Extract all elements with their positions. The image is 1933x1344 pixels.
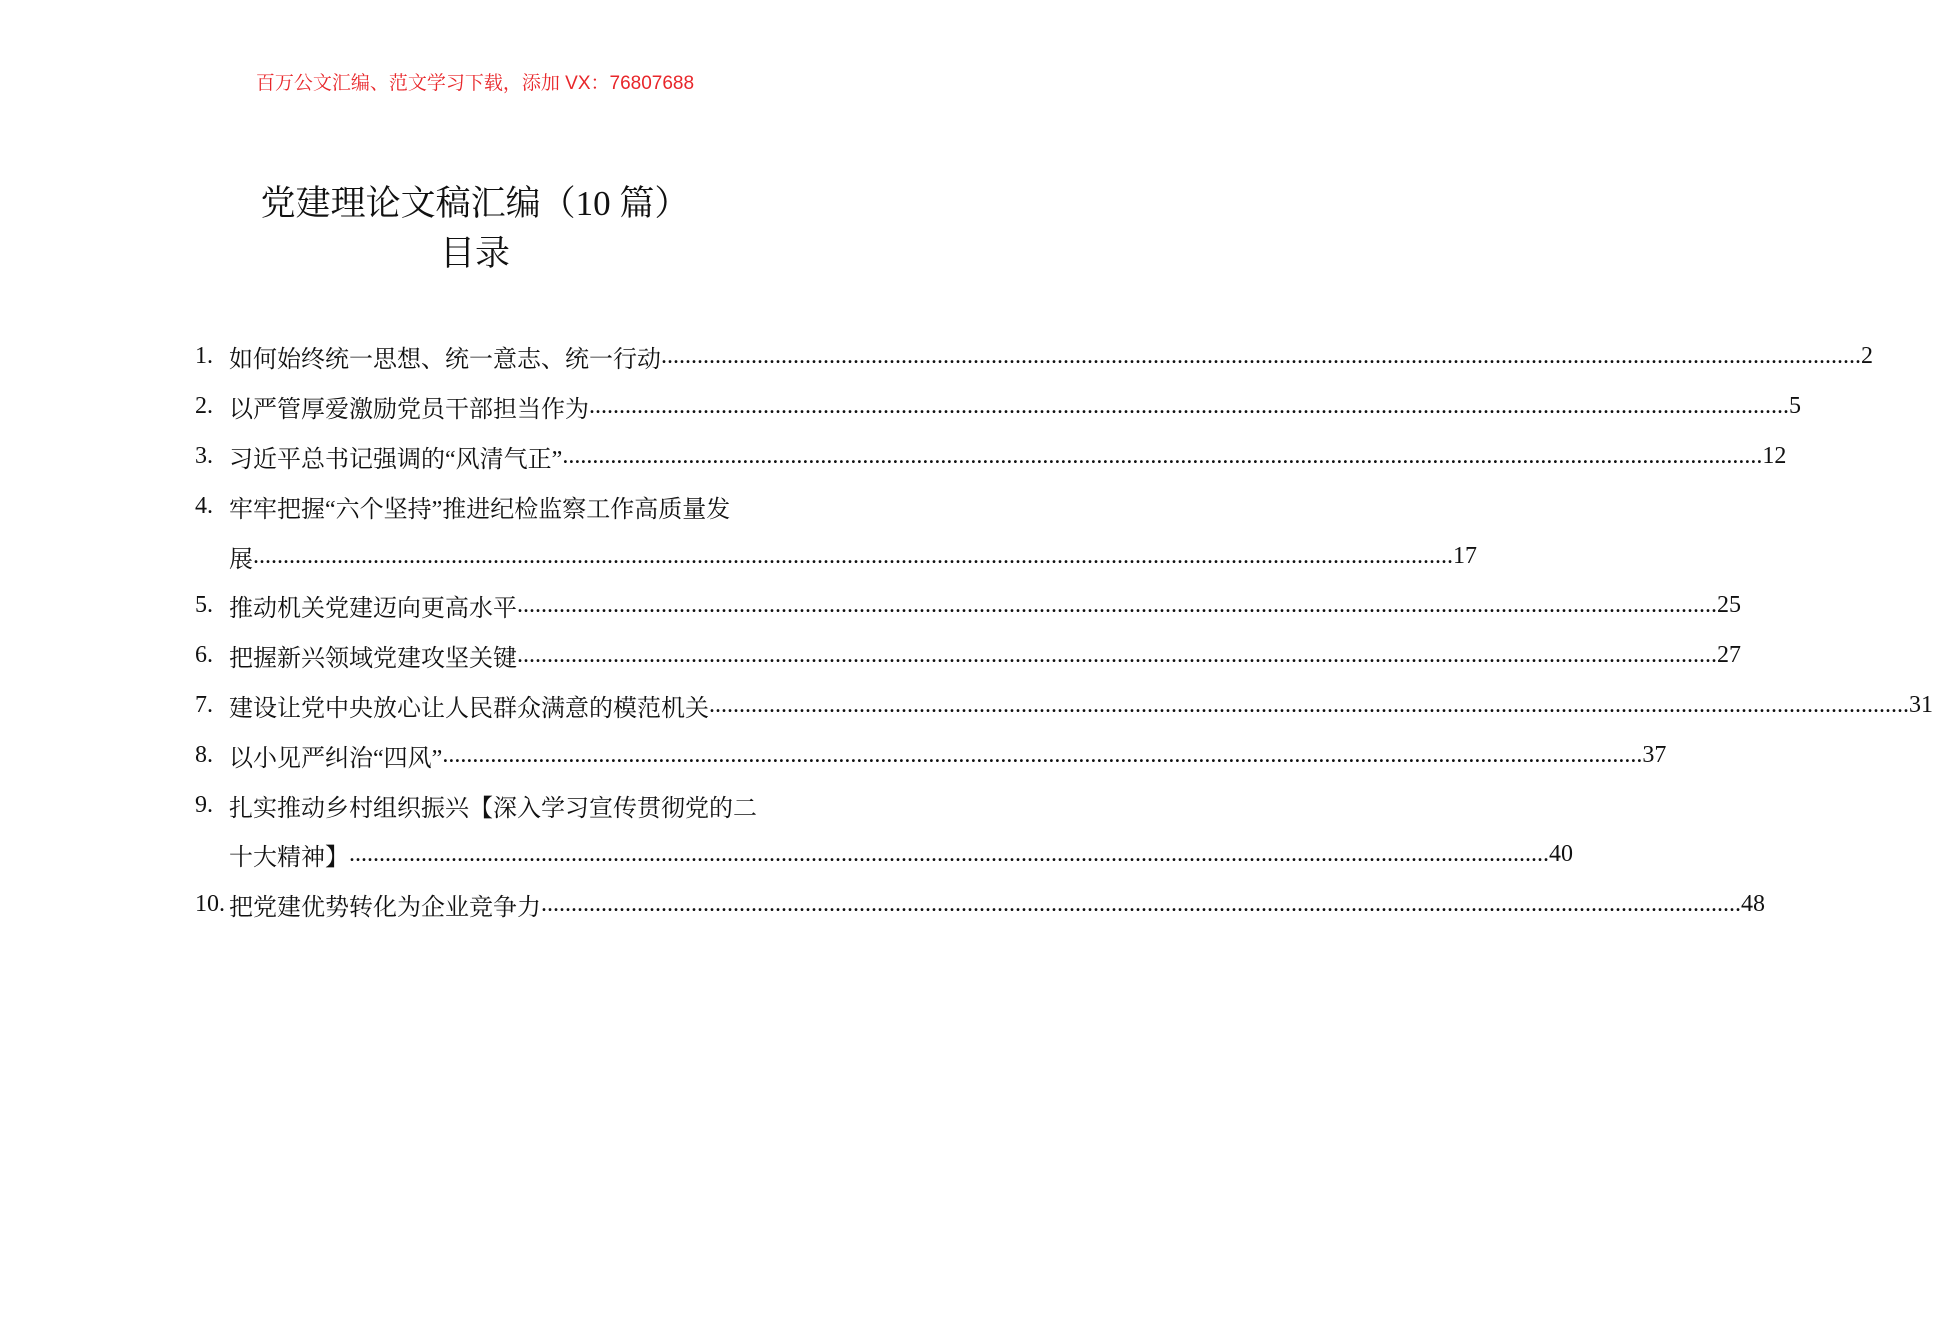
toc-entry[interactable] [195, 830, 1573, 880]
dot-leader: ........................................................................................................................................................................................................ [541, 891, 1741, 918]
toc-entry[interactable] [195, 382, 1801, 432]
toc-entry-page: 31 [1909, 691, 1933, 718]
toc-entry[interactable] [195, 332, 1873, 382]
toc-entry-title: 推动机关党建迈向更高水平 [229, 596, 517, 623]
dot-leader: ........................................................................................................................................................................................................ [442, 741, 1643, 768]
toc-entry-title: 以小见严纠治“四风” [229, 745, 443, 772]
toc-entry-title: 牢牢把握“六个坚持”推进纪检监察工作高质量发 [229, 496, 731, 523]
toc-entry-title: 扎实推动乡村组织振兴【深入学习宣传贯彻党的二 [229, 795, 757, 822]
toc-entry-title: 把握新兴领域党建攻坚关键 [229, 646, 517, 673]
toc-entry-page: 5 [1789, 393, 1801, 420]
toc-entry-page: 48 [1741, 891, 1765, 918]
toc-entry-number: 5. [195, 592, 213, 619]
toc-entry-page: 17 [1453, 542, 1477, 569]
toc-entry-title: 展 [229, 546, 253, 573]
toc-entry-page: 37 [1642, 741, 1667, 768]
dot-leader: ........................................................................................................................................................................................................ [349, 841, 1549, 868]
toc-entry-title: 把党建优势转化为企业竞争力 [229, 895, 541, 922]
toc-entry-number: 8. [195, 741, 213, 768]
toc-entry[interactable] [195, 481, 806, 531]
toc-entry-page: 27 [1717, 642, 1741, 669]
toc-entry-number: 2. [195, 393, 213, 420]
table-of-contents [195, 332, 1933, 930]
toc-entry-title: 习近平总书记强调的“风清气正” [229, 446, 563, 473]
dot-leader: ........................................................................................................................................................................................................ [517, 592, 1717, 619]
toc-entry-number: 10. [195, 891, 225, 918]
toc-entry-page: 2 [1861, 343, 1873, 370]
toc-heading: 目录 [439, 234, 510, 273]
toc-entry-page: 40 [1549, 841, 1573, 868]
toc-entry-title: 如何始终统一思想、统一意志、统一行动 [229, 347, 661, 374]
toc-entry-page: 12 [1762, 442, 1787, 469]
toc-entry-number: 6. [195, 642, 213, 669]
toc-entry-title: 十大精神】 [229, 845, 349, 872]
dot-leader: ........................................................................................................................................................................................................ [589, 393, 1789, 420]
toc-entry-title: 建设让党中央放心让人民群众满意的模范机关 [229, 695, 709, 722]
toc-entry[interactable] [195, 880, 1765, 930]
toc-entry-number: 1. [195, 343, 213, 370]
toc-entry[interactable] [195, 780, 806, 830]
dot-leader: ........................................................................................................................................................................................................ [517, 642, 1717, 669]
toc-entry[interactable] [195, 730, 1667, 780]
toc-entry[interactable] [195, 581, 1741, 631]
dot-leader: ........................................................................................................................................................................................................ [709, 691, 1909, 718]
toc-entry[interactable] [195, 681, 1933, 731]
toc-entry[interactable] [195, 432, 1787, 482]
dot-leader: ........................................................................................................................................................................................................ [661, 343, 1861, 370]
dot-leader: ........................................................................................................................................................................................................ [253, 542, 1453, 569]
watermark-banner: 百万公文汇编、范文学习下载，添加 VX：76807688 [255, 73, 695, 94]
toc-entry-number: 9. [195, 791, 213, 818]
toc-entry-number: 4. [195, 492, 213, 519]
toc-entry-page: 25 [1717, 592, 1741, 619]
toc-entry-title: 以严管厚爱激励党员干部担当作为 [229, 397, 589, 424]
dot-leader: ........................................................................................................................................................................................................ [562, 442, 1763, 469]
toc-entry-number: 3. [195, 442, 213, 469]
toc-entry[interactable] [195, 631, 1741, 681]
document-title: 党建理论文稿汇编（10 篇） [260, 184, 690, 223]
toc-entry[interactable] [195, 531, 1477, 581]
toc-entry-number: 7. [195, 691, 213, 718]
